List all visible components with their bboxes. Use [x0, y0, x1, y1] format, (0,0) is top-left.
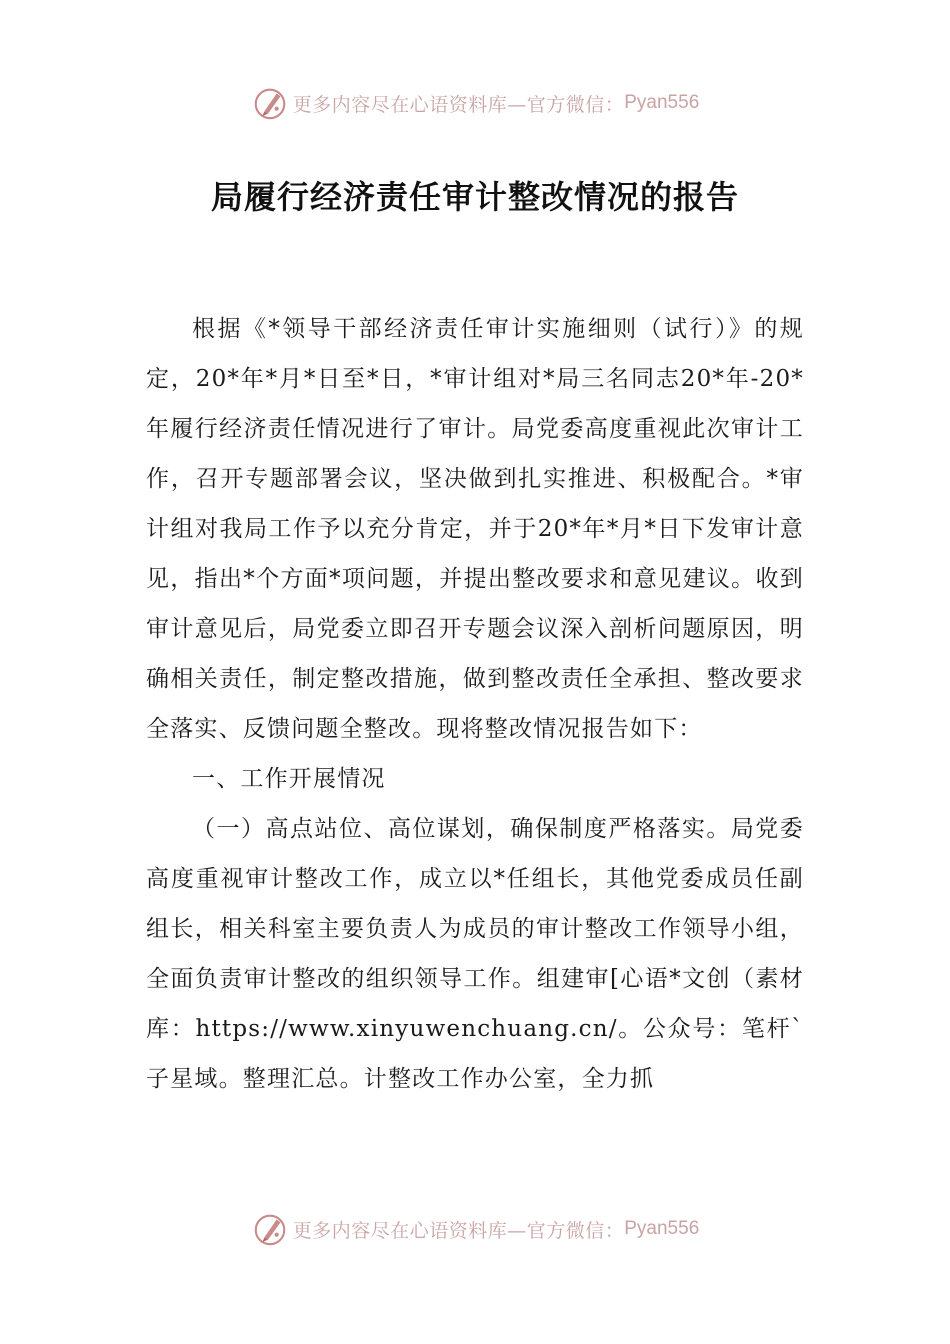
footer-watermark-banner	[0, 1207, 950, 1251]
header-watermark-banner	[0, 81, 950, 125]
paragraph-subsection-1: （一）高点站位、高位谋划，确保制度严格落实。局党委高度重视审计整改工作，成立以*任组长，其他党委成员任副组长，相关科室主要负责人为成员的审计整改工作领导小组，全面负责审计整改的组织领导工作。组建审[心语*文创（素材库：https://www.xinyuwenchuang.cn/。公众号：笔杆`子星域。整理汇总。计整改工作办公室，全力抓	[146, 816, 804, 1092]
pen-nib-circle-icon	[251, 1210, 289, 1248]
watermark-wechat-id: Pyan556	[624, 92, 700, 113]
document-title: 局履行经济责任审计整改情况的报告	[210, 178, 739, 216]
document-body	[146, 304, 804, 1104]
section-heading: 一、工作开展情况	[192, 766, 386, 792]
pen-nib-circle-icon	[251, 84, 289, 122]
watermark-wechat-id: Pyan556	[624, 1218, 700, 1239]
watermark-text: 更多内容尽在心语资料库—官方微信：	[292, 1219, 625, 1242]
watermark-text: 更多内容尽在心语资料库—官方微信：	[292, 93, 625, 116]
paragraph-intro: 根据《*领导干部经济责任审计实施细则（试行）》的规定，20*年*月*日至*日，*审计组对*局三名同志20*年-20*年履行经济责任情况进行了审计。局党委高度重视此次审计工作，召开专题部署会议，坚决做到扎实推进、积极配合。*审计组对我局工作予以充分肯定，并于20*年*月*日下发审计意见，指出*个方面*项问题，并提出整改要求和意见建议。收到审计意见后，局党委立即召开专题会议深入剖析问题原因，明确相关责任，制定整改措施，做到整改责任全承担、整改要求全落实、反馈问题全整改。现将整改情况报告如下：	[146, 316, 804, 742]
